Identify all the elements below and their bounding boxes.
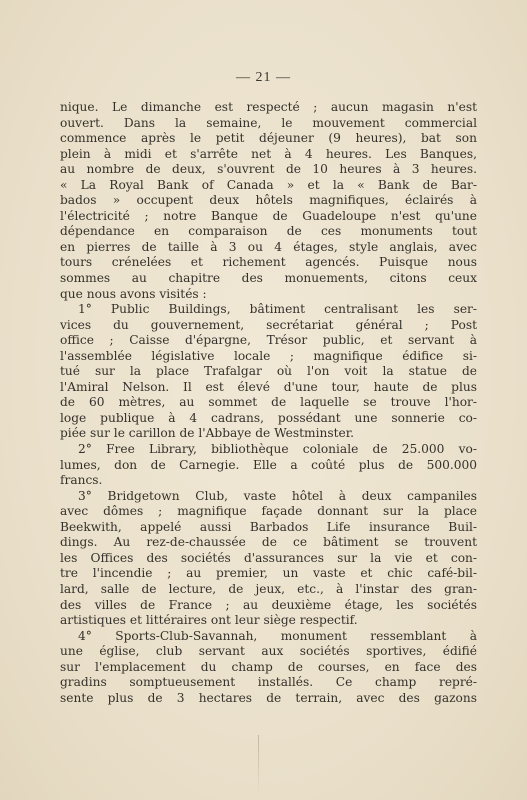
text-line: dépendance en comparaison de ces monuments tout xyxy=(60,224,477,239)
text-line: dings. Au rez-de-chaussée de ce bâtiment se trouvent xyxy=(60,535,477,550)
text-line: en pierres de taille à 3 ou 4 étages, style anglais, avec xyxy=(60,239,477,254)
text-line: artistiques et littéraires ont leur siège respectif. xyxy=(60,613,358,628)
text-line: sente plus de 3 hectares de terrain, avec des gazons xyxy=(60,690,477,705)
text-line: l'assemblée législative locale ; magnifique édifice si- xyxy=(60,348,477,363)
text-line: des villes de France ; au deuxième étage, les sociétés xyxy=(60,597,477,612)
text-line: loge publique à 4 cadrans, possédant une sonnerie co- xyxy=(60,410,477,425)
text-line: tué sur la place Trafalgar où l'on voit la statue de xyxy=(60,364,477,379)
paper-crease xyxy=(258,735,259,795)
text-line: gradins somptueusement installés. Ce champ repré- xyxy=(60,675,477,690)
text-line: plein à midi et s'arrête net à 4 heures. Les Banques, xyxy=(60,146,477,161)
text-line: avec dômes ; magnifique façade donnant sur la place xyxy=(60,504,477,519)
text-line: 4° Sports-Club-Savannah, monument ressemblant à xyxy=(78,628,477,643)
text-line: que nous avons visités : xyxy=(60,286,207,301)
text-line: vices du gouvernement, secrétariat général ; Post xyxy=(60,317,477,332)
text-line: « La Royal Bank of Canada » et la « Bank de Bar- xyxy=(60,177,477,192)
text-line: au nombre de deux, s'ouvrent de 10 heures à 3 heures. xyxy=(60,162,477,177)
text-line: 3° Bridgetown Club, vaste hôtel à deux campaniles xyxy=(78,488,477,503)
text-line: office ; Caisse d'épargne, Trésor public, et servant à xyxy=(60,333,477,348)
text-line: piée sur le carillon de l'Abbaye de Westminster. xyxy=(60,426,355,441)
text-line: une église, club servant aux sociétés sportives, édifié xyxy=(60,644,477,659)
text-line: tours crénelées et richement agencés. Puisque nous xyxy=(60,255,477,270)
text-line: sur l'emplacement du champ de courses, en face des xyxy=(60,659,477,674)
text-line: francs. xyxy=(60,473,103,488)
text-line: tre l'incendie ; au premier, un vaste et chic café-bil- xyxy=(60,566,477,581)
body-text xyxy=(60,100,477,706)
text-line: les Offices des sociétés d'assurances sur la vie et con- xyxy=(60,550,477,565)
text-line: lumes, don de Carnegie. Elle a coûté plus de 500.000 xyxy=(60,457,477,472)
text-line: commence après le petit déjeuner (9 heures), bat son xyxy=(60,131,477,146)
text-line: ouvert. Dans la semaine, le mouvement commercial xyxy=(60,115,477,130)
text-line: l'Amiral Nelson. Il est élevé d'une tour, haute de plus xyxy=(60,379,477,394)
text-line: nique. Le dimanche est respecté ; aucun magasin n'est xyxy=(60,100,477,114)
text-line: 2° Free Library, bibliothèque coloniale de 25.000 vo- xyxy=(78,442,477,457)
text-line: Beekwith, appelé aussi Barbados Life insurance Buil- xyxy=(60,519,477,534)
text-line: bados » occupent deux hôtels magnifiques, éclairés à xyxy=(60,193,477,208)
text-line: sommes au chapitre des monuements, citons ceux xyxy=(60,271,477,286)
text-line: de 60 mètres, au sommet de laquelle se trouve l'hor- xyxy=(60,395,477,410)
page-number: — 21 — xyxy=(236,70,291,85)
text-line: l'électricité ; notre Banque de Guadeloupe n'est qu'une xyxy=(60,208,477,223)
text-line: lard, salle de lecture, de jeux, etc., à l'instar des gran- xyxy=(60,581,477,596)
text-line: 1° Public Buildings, bâtiment centralisant les ser- xyxy=(78,302,477,317)
